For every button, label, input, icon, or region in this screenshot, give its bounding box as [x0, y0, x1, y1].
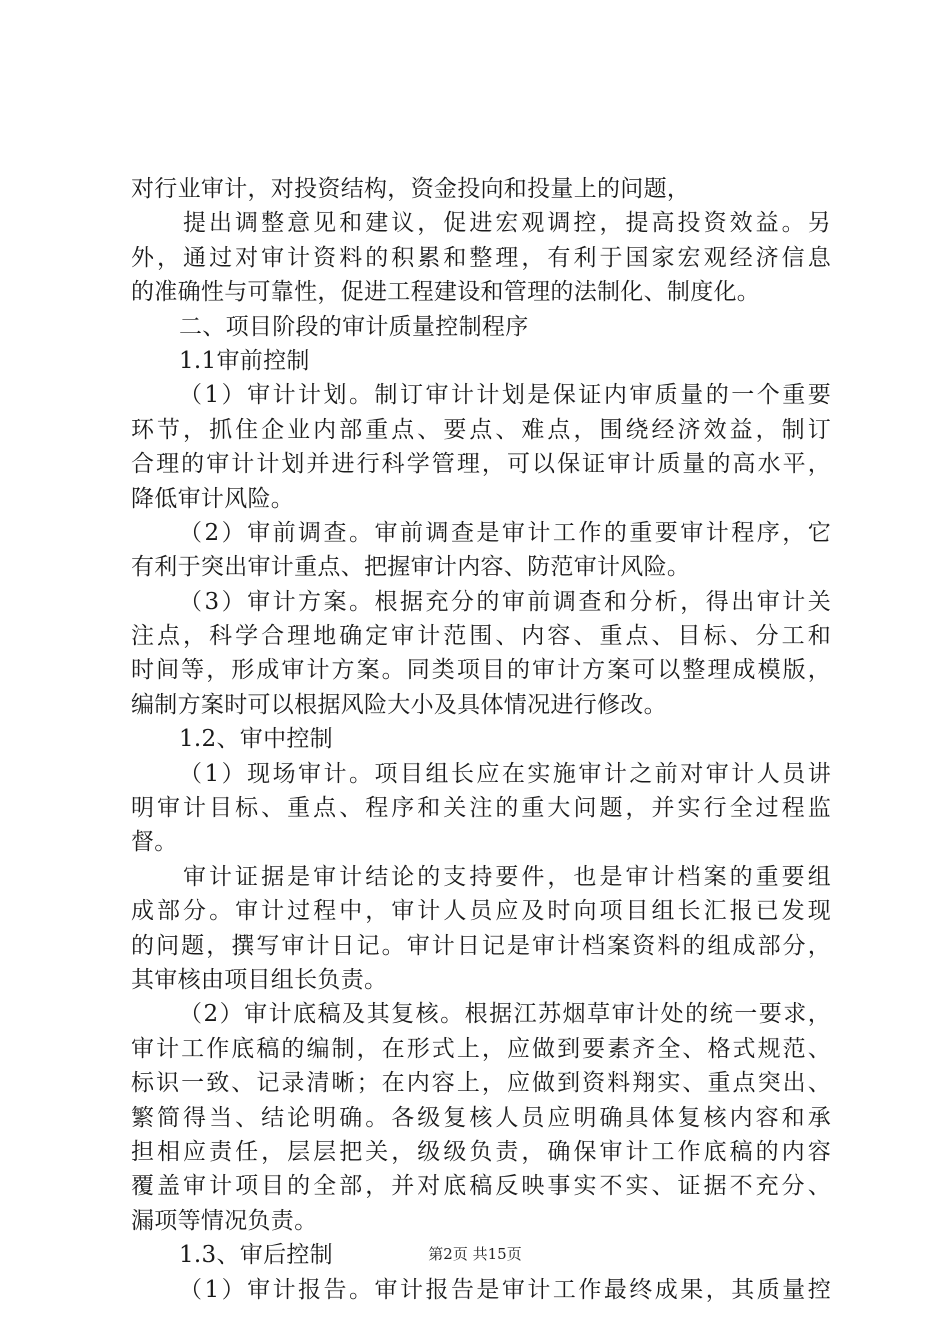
text-line: 对行业审计，对投资结构，资金投向和投量上的问题，	[131, 176, 691, 202]
text-line: （1）审计计划。制订审计计划是保证内审质量的一个重要	[179, 382, 831, 409]
text-line: 标识一致、记录清晰；在内容上，应做到资料翔实、重点突出、	[131, 1070, 831, 1097]
text-line: 二、项目阶段的审计质量控制程序	[179, 313, 529, 340]
text-line: （3）审计方案。根据充分的审前调查和分析，得出审计关	[179, 588, 831, 615]
text-line: （1）现场审计。项目组长应在实施审计之前对审计人员讲	[179, 760, 831, 787]
page-footer: 第2页 共15页	[428, 1245, 522, 1263]
text-line: 1.1审前控制	[179, 347, 310, 374]
text-line: 降低审计风险。	[131, 485, 295, 512]
text-line: 督。	[131, 829, 178, 856]
text-line: 提出调整意见和建议，促进宏观调控，提高投资效益。另	[183, 210, 831, 237]
text-line: （2）审前调查。审前调查是审计工作的重要审计程序，它	[179, 519, 831, 546]
text-line: 担相应责任，层层把关，级级负责，确保审计工作底稿的内容	[131, 1138, 831, 1165]
document-body	[131, 172, 831, 1307]
text-line: 注点，科学合理地确定审计范围、内容、重点、目标、分工和	[131, 623, 831, 650]
text-line: （2）审计底稿及其复核。根据江苏烟草审计处的统一要求，	[179, 1001, 831, 1028]
text-line: 的准确性与可靠性，促进工程建设和管理的法制化、制度化。	[131, 279, 761, 306]
text-line: 时间等，形成审计方案。同类项目的审计方案可以整理成模版，	[131, 657, 831, 684]
text-line: 的问题，撰写审计日记。审计日记是审计档案资料的组成部分，	[131, 932, 831, 959]
text-line: 明审计目标、重点、程序和关注的重大问题，并实行全过程监	[131, 795, 831, 822]
text-line: 外，通过对审计资料的积累和整理，有利于国家宏观经济信息	[131, 244, 831, 271]
text-line: 有利于突出审计重点、把握审计内容、防范审计风险。	[131, 554, 691, 581]
text-line: 其审核由项目组长负责。	[131, 966, 388, 993]
text-line: 合理的审计计划并进行科学管理，可以保证审计质量的高水平，	[131, 451, 831, 478]
text-line: 漏项等情况负责。	[131, 1207, 318, 1234]
text-line: 繁简得当、结论明确。各级复核人员应明确具体复核内容和承	[131, 1104, 831, 1131]
text-line: 覆盖审计项目的全部，并对底稿反映事实不实、证据不充分、	[131, 1173, 831, 1200]
text-line: 1.3、审后控制	[179, 1242, 333, 1269]
text-line: 1.2、审中控制	[179, 726, 333, 753]
text-line: 环节，抓住企业内部重点、要点、难点，围绕经济效益，制订	[131, 416, 831, 443]
text-line: 审计工作底稿的编制，在形式上，应做到要素齐全、格式规范、	[131, 1035, 831, 1062]
text-line: 编制方案时可以根据风险大小及具体情况进行修改。	[131, 691, 667, 718]
text-line: 成部分。审计过程中，审计人员应及时向项目组长汇报已发现	[131, 898, 831, 925]
text-line: （1）审计报告。审计报告是审计工作最终成果，其质量控	[179, 1276, 831, 1303]
text-line: 审计证据是审计结论的支持要件，也是审计档案的重要组	[183, 863, 831, 890]
